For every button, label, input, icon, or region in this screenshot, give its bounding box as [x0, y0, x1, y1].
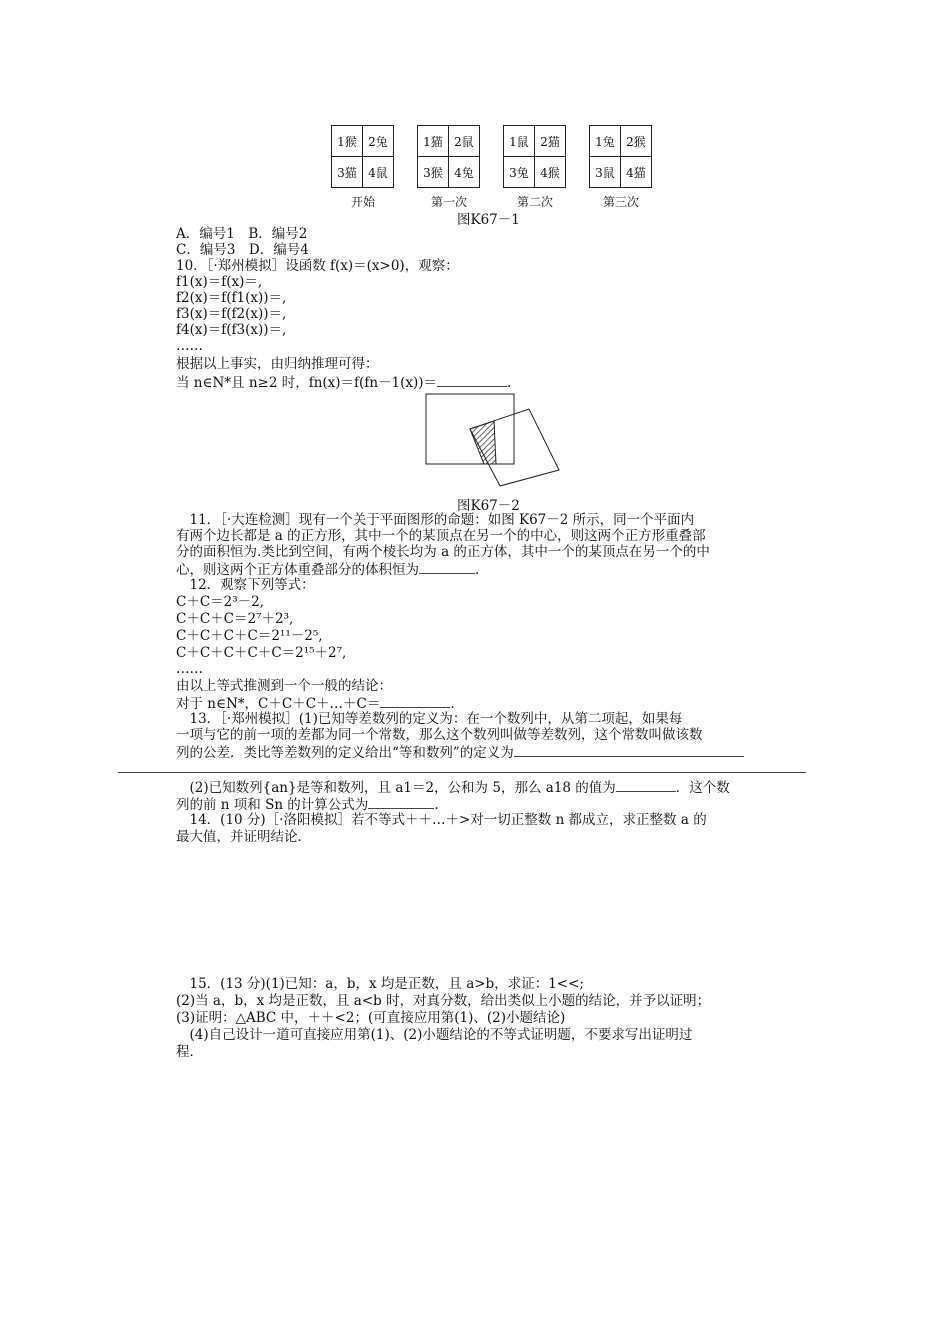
- answer-blank: [437, 373, 507, 387]
- option-line: C．编号3 D．编号4: [176, 242, 309, 258]
- text-line: [176, 778, 730, 796]
- question-10-answer-line: 当 n∈N*且 n≥2 时，fn(x)＝f(fn－1(x))＝ .: [176, 375, 512, 391]
- ellipsis-line: ……: [176, 661, 203, 677]
- text-line: 心，则这两个正方体重叠部分的体积恒为 .: [176, 562, 480, 578]
- option-line: A．编号1 B．编号2: [176, 226, 308, 242]
- answer-prompt: 列的前 n 项和 Sn 的计算公式为: [176, 797, 369, 813]
- grid-start: [331, 125, 394, 188]
- text-line: (4)自己设计一道可直接应用第(1)、(2)小题结论的不等式证明题，不要求写出证明过: [176, 1027, 693, 1043]
- text-line: 分的面积恒为.类比到空间，有两个棱长均为 a 的正方体，其中一个的某顶点在另一个的中: [176, 544, 710, 560]
- grid-cell: 2猴: [621, 126, 652, 157]
- question-10-line: 10．［·郑州模拟］设函数 f(x)＝(x>0)，观察：: [176, 258, 459, 274]
- text-line: 最大值，并证明结论．: [176, 829, 311, 845]
- formula-line: f4(x)＝f(f3(x))＝,: [176, 322, 287, 338]
- grid-caption: 开始: [350, 195, 375, 209]
- answer-blank: [419, 560, 475, 574]
- grid-second: [503, 125, 566, 188]
- answer-blank: [368, 795, 434, 809]
- text-line: 程．: [176, 1044, 203, 1060]
- formula-line: f1(x)＝f(x)＝,: [176, 274, 263, 290]
- question-12-line: 12．观察下列等式：: [176, 577, 315, 593]
- grid-cell: 2鼠: [449, 126, 480, 157]
- answer-prompt: 当 n∈N*且 n≥2 时，fn(x)＝f(fn－1(x))＝: [176, 375, 438, 391]
- answer-prompt: (2)已知数列{an}是等和数列，且 a1＝2，公和为 5，那么 a18 的值为: [176, 780, 616, 796]
- question-15-line: 15．(13 分)(1)已知：a，b，x 均是正数，且 a>b，求证：1<<;: [176, 976, 584, 992]
- formula-line: C＋C＋C＋C＋C＝2¹⁵＋2⁷,: [176, 645, 347, 661]
- grid-cell: 3鼠: [590, 157, 621, 188]
- grid-cell: 3猫: [332, 157, 363, 188]
- answer-prompt: 对于 n∈N*，C＋C＋C＋…＋C＝: [176, 696, 381, 712]
- text-line: 有两个边长都是 a 的正方形，其中一个的某顶点在另一个的中心，则这两个正方形重叠部: [176, 528, 706, 544]
- text-line: (3)证明：△ABC 中，＋＋<2；(可直接应用第(1)、(2)小题结论): [176, 1010, 566, 1026]
- answer-suffix: ．这个数: [675, 780, 730, 796]
- answer-blank-line: [118, 772, 806, 773]
- text-line: 一项与它的前一项的差都为同一个常数，那么这个数列叫做等差数列，这个常数叫做该数: [176, 727, 703, 743]
- text-line: (2)当 a，b，x 均是正数，且 a<b 时，对真分数，给出类似上小题的结论，并予以证明；: [176, 993, 711, 1009]
- grid-caption: 第一次: [430, 195, 467, 209]
- grid-cell: 2猫: [535, 126, 566, 157]
- grid-caption: 第三次: [602, 195, 639, 209]
- formula-line: f3(x)＝f(f2(x))＝,: [176, 306, 287, 322]
- text-line: 列的前 n 项和 Sn 的计算公式为 .: [176, 797, 439, 813]
- grid-third: [589, 125, 652, 188]
- formula-line: C＋C＋C＝2⁷＋2³,: [176, 611, 294, 627]
- question-14-line: 14．(10 分)［·洛阳模拟］若不等式＋＋…＋>对一切正整数 n 都成立，求正整数 a 的: [176, 812, 707, 828]
- grid-cell: 1猫: [418, 126, 449, 157]
- text-line: 由以上等式推测到一个一般的结论：: [176, 678, 392, 694]
- text-line: 对于 n∈N*，C＋C＋C＋…＋C＝ .: [176, 696, 455, 712]
- figure-caption: 图K67－2: [457, 498, 520, 514]
- text-line: 根据以上事实，由归纳推理可得：: [176, 356, 379, 372]
- answer-prompt: 心，则这两个正方体重叠部分的体积恒为: [176, 562, 419, 578]
- grid-cell: 4兔: [449, 157, 480, 188]
- grid-cell: 1鼠: [504, 126, 535, 157]
- grid-cell: 1兔: [590, 126, 621, 157]
- answer-blank: [514, 743, 744, 757]
- answer-blank: [616, 778, 676, 792]
- question-11-line: 11．［·大连检测］现有一个关于平面图形的命题：如图 K67－2 所示，同一个平面内: [176, 512, 695, 528]
- grid-cell: 4猫: [621, 157, 652, 188]
- answer-blank: [380, 694, 450, 708]
- grid-cell: 2兔: [363, 126, 394, 157]
- formula-line: C＋C＝2³－2,: [176, 594, 265, 610]
- grid-caption: 第二次: [516, 195, 553, 209]
- grid-cell: 4猴: [535, 157, 566, 188]
- grid-cell: 1猴: [332, 126, 363, 157]
- grid-first: [417, 125, 480, 188]
- text-line: [176, 743, 744, 761]
- figure-caption: 图K67－1: [457, 212, 520, 228]
- grid-cell: 3兔: [504, 157, 535, 188]
- grid-cell: 3猴: [418, 157, 449, 188]
- question-13-line: 13．［·郑州模拟］(1)已知等差数列的定义为：在一个数列中，从第二项起，如果每: [176, 711, 683, 727]
- formula-line: C＋C＋C＋C＝2¹¹－2⁵,: [176, 628, 323, 644]
- grid-cell: 4鼠: [363, 157, 394, 188]
- overlapping-squares-figure: [420, 388, 570, 488]
- ellipsis-line: ……: [176, 338, 203, 354]
- formula-line: f2(x)＝f(f1(x))＝,: [176, 290, 287, 306]
- answer-prompt: 列的公差．类比等差数列的定义给出“等和数列”的定义为: [176, 745, 514, 761]
